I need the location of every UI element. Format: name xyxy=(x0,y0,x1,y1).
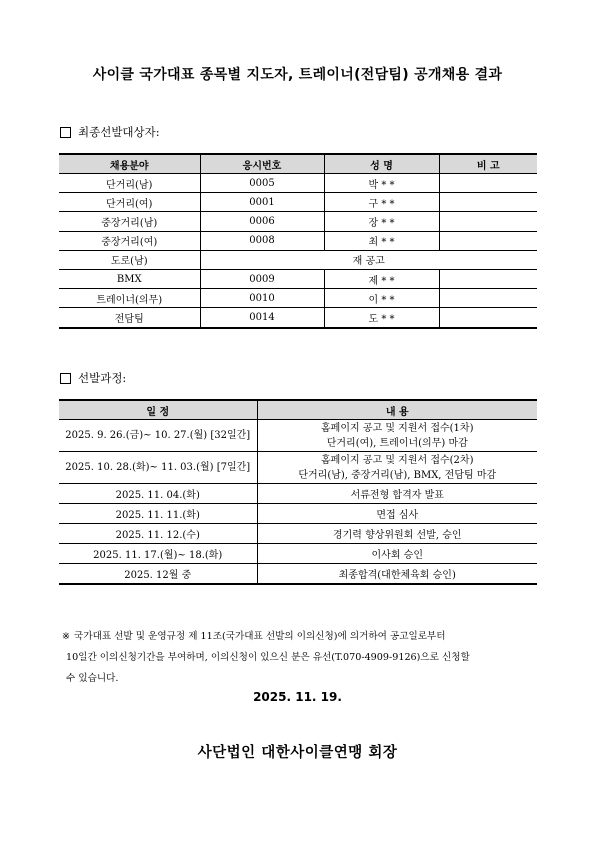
cell-content xyxy=(257,420,537,452)
cell-field: 트레이너(의무) xyxy=(59,289,200,308)
process-table xyxy=(59,399,537,585)
cell-note xyxy=(439,231,537,250)
header-field: 채용분야 xyxy=(59,154,200,174)
cell-note xyxy=(439,269,537,288)
content-line: 단거리(남), 중장거리(남), BMX, 전담팀 마감 xyxy=(298,469,497,481)
table-row xyxy=(59,544,537,564)
notice-line: 수 있습니다. xyxy=(66,673,119,684)
appeal-notice xyxy=(62,626,540,689)
header-note: 비 고 xyxy=(439,154,537,174)
cell-content: 서류전형 합격자 발표 xyxy=(257,484,537,504)
table-row xyxy=(59,452,537,484)
reference-mark: ※ xyxy=(62,631,71,642)
cell-schedule: 2025. 12월 중 xyxy=(59,564,257,585)
cell-field: BMX xyxy=(59,269,200,288)
cell-field: 전담팀 xyxy=(59,308,200,328)
cell-number: 0005 xyxy=(200,174,324,193)
content-line: 홈페이지 공고 및 지원서 접수(2차) xyxy=(321,454,474,466)
cell-field: 단거리(여) xyxy=(59,193,200,212)
cell-schedule: 2025. 11. 12.(수) xyxy=(59,524,257,544)
section-selection-process xyxy=(60,370,126,386)
notice-line: 국가대표 선발 및 운영규정 제 11조(국가대표 선발의 이의신청)에 의거하여 공고일로부터 xyxy=(74,631,446,642)
cell-content: 최종합격(대한체육회 승인) xyxy=(338,570,456,581)
cell-note xyxy=(439,308,537,328)
table-row xyxy=(59,174,537,193)
cell-number: 0014 xyxy=(200,308,324,328)
notice-line: 10일간 이의신청기간을 부여하며, 이의신청이 있으신 분은 유선(T.070-4909-9126)으로 신청할 xyxy=(66,652,470,663)
section-label: 선발과정: xyxy=(78,371,127,385)
cell-name: 제 * * xyxy=(324,269,439,288)
cell-field: 중장거리(남) xyxy=(59,212,200,231)
table-header-row xyxy=(59,154,537,174)
cell-name: 이 * * xyxy=(324,289,439,308)
cell-content: 이사회 승인 xyxy=(257,544,537,564)
header-content: 내 용 xyxy=(257,400,537,420)
candidates-table xyxy=(59,153,537,329)
cell-content xyxy=(257,452,537,484)
table-header-row xyxy=(59,400,537,420)
table-row xyxy=(59,212,537,231)
document-title: 사이클 국가대표 종목별 지도자, 트레이너(전담팀) 공개채용 결과 xyxy=(92,67,503,83)
cell-note xyxy=(439,289,537,308)
table-row xyxy=(59,231,537,250)
header-number: 응시번호 xyxy=(200,154,324,174)
content-line: 단거리(여), 트레이너(의무) 마감 xyxy=(326,437,468,449)
cell-number: 0006 xyxy=(200,212,324,231)
cell-field: 단거리(남) xyxy=(59,174,200,193)
cell-name: 도 * * xyxy=(324,308,439,328)
cell-schedule: 2025. 11. 04.(화) xyxy=(59,484,257,504)
table-row xyxy=(59,524,537,544)
cell-schedule: 2025. 11. 11.(화) xyxy=(59,504,257,524)
issuing-organization: 사단법인 대한사이클연맹 회장 xyxy=(197,745,398,761)
checkbox-square-icon xyxy=(60,127,71,138)
cell-number: 0001 xyxy=(200,193,324,212)
document-date: 2025. 11. 19. xyxy=(253,690,342,704)
table-row xyxy=(59,308,537,328)
cell-schedule: 2025. 9. 26.(금)~ 10. 27.(월) [32일간] xyxy=(59,420,257,452)
cell-name: 박 * * xyxy=(324,174,439,193)
cell-note xyxy=(439,193,537,212)
cell-content: 면접 심사 xyxy=(257,504,537,524)
cell-number: 0009 xyxy=(200,269,324,288)
header-schedule: 일 정 xyxy=(59,400,257,420)
cell-number: 0010 xyxy=(200,289,324,308)
table-row xyxy=(59,269,537,288)
table-row xyxy=(59,420,537,452)
table-row xyxy=(59,564,537,585)
section-label: 최종선발대상자: xyxy=(78,125,160,139)
cell-name: 구 * * xyxy=(324,193,439,212)
cell-name: 장 * * xyxy=(324,212,439,231)
cell-note xyxy=(439,212,537,231)
table-row xyxy=(59,289,537,308)
cell-merged-repost: 재 공고 xyxy=(200,250,537,269)
table-row xyxy=(59,250,537,269)
cell-field: 중장거리(여) xyxy=(59,231,200,250)
section-final-candidates xyxy=(60,124,160,140)
cell-name: 최 * * xyxy=(324,231,439,250)
table-row xyxy=(59,504,537,524)
cell-note xyxy=(439,174,537,193)
cell-field: 도로(남) xyxy=(59,250,200,269)
cell-schedule: 2025. 10. 28.(화)~ 11. 03.(월) [7일간] xyxy=(59,452,257,484)
table-row xyxy=(59,484,537,504)
cell-content: 경기력 향상위원회 선발, 승인 xyxy=(257,524,537,544)
cell-number: 0008 xyxy=(200,231,324,250)
header-name: 성 명 xyxy=(324,154,439,174)
cell-schedule: 2025. 11. 17.(월)~ 18.(화) xyxy=(59,544,257,564)
content-line: 홈페이지 공고 및 지원서 접수(1차) xyxy=(321,422,474,434)
table-row xyxy=(59,193,537,212)
checkbox-square-icon xyxy=(60,373,71,384)
